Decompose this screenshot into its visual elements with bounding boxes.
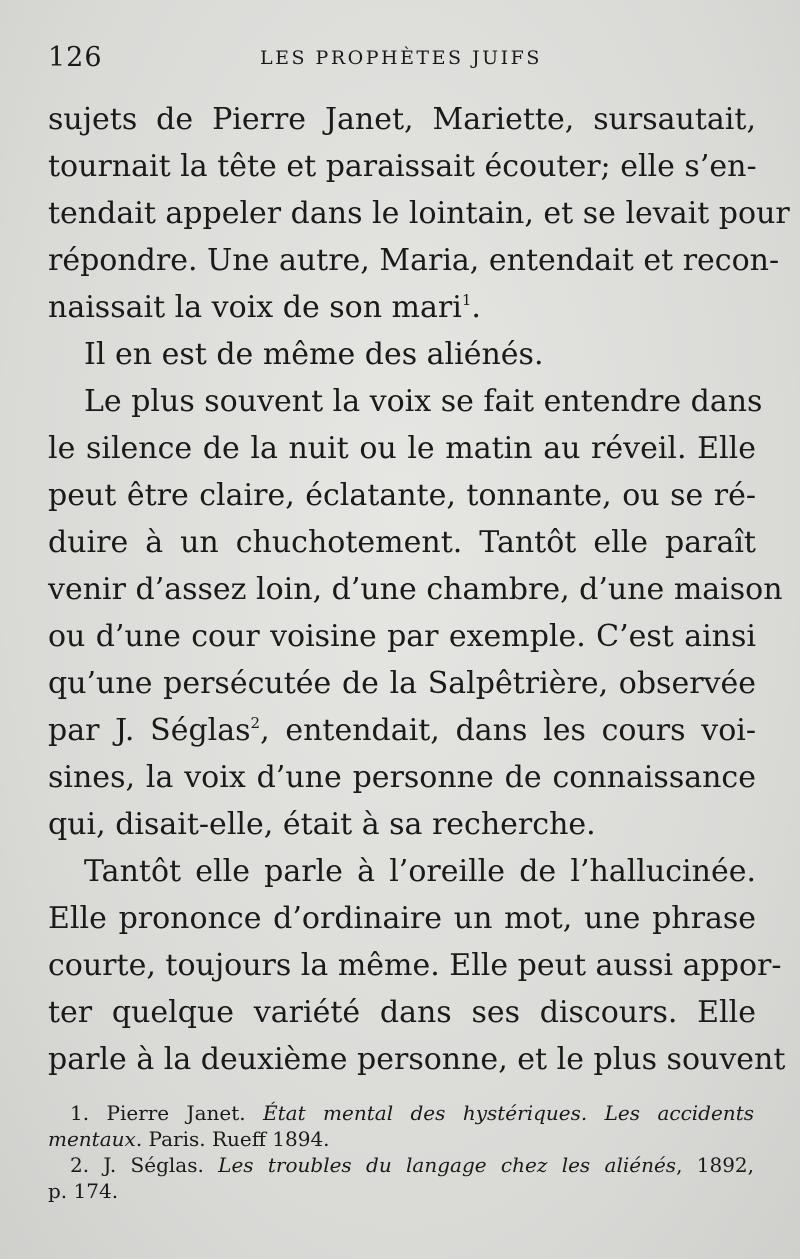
text-line: qui, disait-elle, était à sa recherche. xyxy=(48,807,596,842)
running-title: LES PROPHÈTES JUIFS xyxy=(260,47,542,69)
footnote-text: , 1892, xyxy=(676,1153,755,1177)
text-line: qu’une persécutée de la Salpêtrière, observée xyxy=(48,666,756,701)
footnote-1-line xyxy=(48,1126,754,1152)
text-segment: , entendait, dans les cours voi- xyxy=(260,713,756,748)
text-line: Il en est de même des aliénés. xyxy=(84,337,544,372)
text-line: sujets de Pierre Janet, Mariette, sursautait, xyxy=(48,102,756,137)
text-line: Tantôt elle parle à l’oreille de l’hallucinée. xyxy=(84,854,756,889)
text-line: venir d’assez loin, d’une chambre, d’une maison xyxy=(48,572,783,607)
footnote-2-line xyxy=(48,1152,754,1178)
page-number: 126 xyxy=(48,42,103,73)
text-line: peut être claire, éclatante, tonnante, ou se ré- xyxy=(48,478,756,513)
text-line: Le plus souvent la voix se fait entendre dans xyxy=(84,384,763,419)
text-line: sines, la voix d’une personne de connaissance xyxy=(48,760,756,795)
footnotes xyxy=(48,1100,754,1204)
text-line: répondre. Une autre, Maria, entendait et recon- xyxy=(48,243,780,278)
text-segment: par J. Séglas xyxy=(48,713,251,748)
footnote-text: 2. J. Séglas. xyxy=(70,1153,219,1177)
page-header xyxy=(48,42,752,74)
text-line: tournait la tête et paraissait écouter; elle s’en- xyxy=(48,149,757,184)
text-line xyxy=(48,707,756,754)
footnote-1-line xyxy=(48,1100,754,1126)
text-line: Elle prononce d’ordinaire un mot, une phrase xyxy=(48,901,756,936)
text-line: courte, toujours la même. Elle peut aussi appor- xyxy=(48,948,782,983)
text-line: ou d’une cour voisine par exemple. C’est ainsi xyxy=(48,619,756,654)
body-text xyxy=(48,96,790,1083)
footnote-ref-2: 2 xyxy=(250,714,261,732)
footnote-title: Les troubles du langage chez les aliénés xyxy=(218,1153,677,1177)
text-line: le silence de la nuit ou le matin au réveil. Elle xyxy=(48,431,756,466)
text-line: tendait appeler dans le lointain, et se levait pour xyxy=(48,196,790,231)
footnote-title: mentaux xyxy=(48,1127,136,1151)
text-line: duire à un chuchotement. Tantôt elle paraît xyxy=(48,525,756,560)
text-segment: . xyxy=(471,290,481,325)
footnote-2-line: p. 174. xyxy=(48,1179,119,1203)
footnote-ref-1: 1 xyxy=(461,291,472,309)
text-line: parle à la deuxième personne, et le plus souvent xyxy=(48,1042,786,1077)
text-line: ter quelque variété dans ses discours. Elle xyxy=(48,995,756,1030)
text-segment: naissait la voix de son mari xyxy=(48,290,462,325)
footnote-text: 1. Pierre Janet. xyxy=(70,1101,264,1125)
footnote-title: État mental des hystériques. Les accidents xyxy=(263,1101,754,1125)
footnote-text: . Paris. Rueff 1894. xyxy=(135,1127,330,1151)
text-line xyxy=(48,284,756,331)
